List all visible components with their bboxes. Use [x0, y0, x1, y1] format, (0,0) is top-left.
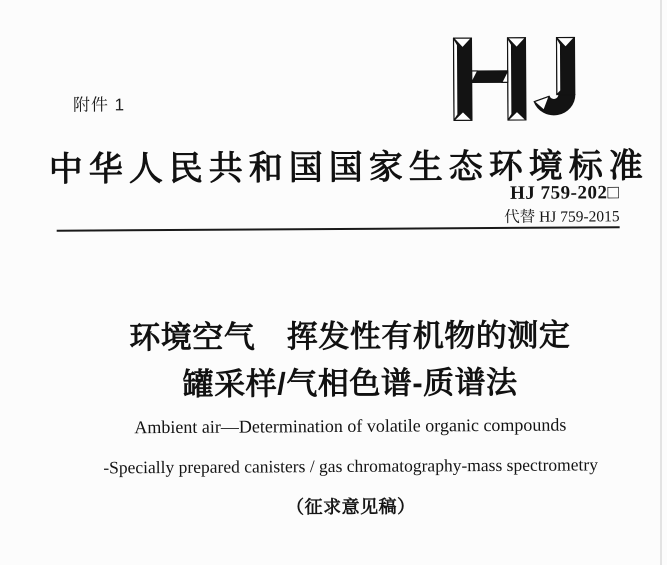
doc-title-cn-line1: 环境空气 挥发性有机物的测定: [129, 317, 571, 356]
doc-title-en-line1: Ambient air—Determination of volatile organic compounds: [134, 414, 567, 438]
hj-logo: [450, 34, 589, 124]
doc-title-en-line2: -Specially prepared canisters / gas chromatography-mass spectrometry: [103, 454, 599, 478]
draft-status-note: （征求意见稿）: [286, 496, 416, 518]
standard-number: HJ 759-202□: [510, 182, 620, 204]
replaces-note: 代替 HJ 759-2015: [504, 208, 620, 226]
hj-logo-graphic: [450, 34, 589, 124]
scan-edge-artifact: [660, 0, 662, 565]
standard-org-title: 中华人民共和国国家生态环境标准: [48, 148, 649, 189]
attachment-label: 附件 1: [72, 95, 126, 115]
hj-logo-text: [451, 124, 452, 125]
doc-title-cn-line2: 罐采样/气相色谱-质谱法: [182, 364, 518, 402]
header-divider-rule: [57, 226, 620, 232]
